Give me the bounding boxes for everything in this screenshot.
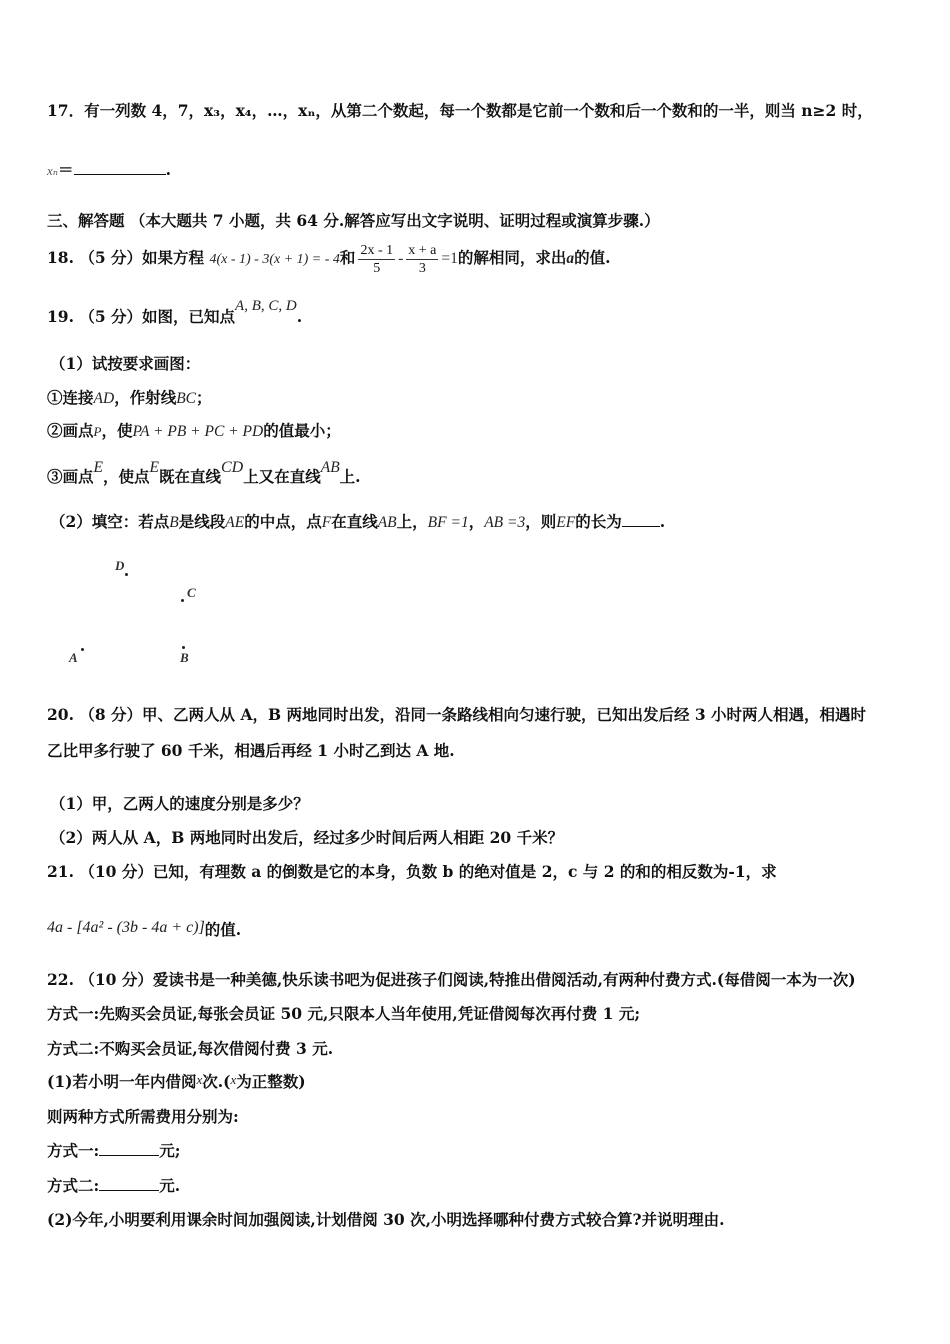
q19-step3-b: ，使点 xyxy=(102,467,150,486)
q21-expr-line xyxy=(47,920,241,941)
q21-end: 的值. xyxy=(204,920,242,939)
q22-line6 xyxy=(47,1141,180,1161)
q19-part2-a: （2）填空：若点 xyxy=(50,512,170,531)
q22-line4-a: (1)若小明一年内借阅 xyxy=(47,1072,197,1091)
q22-line8: (2)今年,小明要利用课余时间加强阅读,计划借阅 30 次,小明选择哪种付费方式较合算?并说明理由. xyxy=(47,1210,725,1229)
q18-frac1-den: 5 xyxy=(373,260,381,276)
q19-step2-p: P xyxy=(93,424,102,439)
q17-line1: 17．有一列数 4，7，x₃，x₄，…，xₙ，从第二个数起，每一个数都是它前一个数和后一个数和的一半，则当 n≥2 时， xyxy=(47,101,873,120)
q20-sub2: （2）两人从 A，B 两地同时出发后，经过多少时间后两人相距 20 千米？ xyxy=(50,828,564,847)
q22-line6-b: 元; xyxy=(159,1141,181,1160)
q19-part2-f2: ， xyxy=(468,512,485,531)
q18-frac1 xyxy=(358,242,395,277)
q22-line5: 则两种方式所需费用分别为: xyxy=(47,1107,239,1126)
q18-frac2-num: x + a xyxy=(408,242,437,258)
q22-line2: 方式一:先购买会员证,每张会员证 50 元,只限本人当年使用,凭证借阅每次再付费 1 元; xyxy=(47,1004,641,1023)
q18-rhs: =1 xyxy=(441,250,458,267)
q19-step2-b: ，使 xyxy=(101,421,133,440)
q19-step1-b: ，作射线 xyxy=(114,388,177,407)
q18-minus: - xyxy=(398,250,404,267)
q21-line1: 21. （10 分）已知，有理数 a 的倒数是它的本身，负数 b 的绝对值是 2，c 与 2 的和的相反数为-1，求 xyxy=(47,862,777,881)
q22-line6-a: 方式一: xyxy=(47,1141,100,1160)
q17-equals: ＝ xyxy=(58,160,74,179)
q19-step3-d: 上又在直线 xyxy=(243,467,321,486)
q19-figure xyxy=(60,550,220,670)
q19-points: A, B, C, D xyxy=(235,298,297,314)
q22-method1-blank[interactable] xyxy=(99,1141,159,1156)
q19-step1-c: ； xyxy=(196,388,212,407)
q22-line7 xyxy=(47,1176,180,1196)
q19-part2-b-var: B xyxy=(169,514,179,531)
q21-expr: 4a - [4a² - (3b - 4a + c)] xyxy=(47,919,205,936)
q19-step2 xyxy=(47,421,341,442)
q19-step2-expr: PA + PB + PC + PD xyxy=(132,423,264,440)
q22-method2-blank[interactable] xyxy=(99,1176,159,1191)
q17-answer-blank[interactable] xyxy=(74,160,166,175)
point-a-label: A xyxy=(69,650,78,665)
q17-answer-line xyxy=(47,160,171,181)
q19-step1-bc: BC xyxy=(176,390,197,407)
q20-line2: 乙比甲多行驶了 60 千米，相遇后再经 1 小时乙到达 A 地. xyxy=(47,741,455,760)
q22-line3: 方式二:不购买会员证,每次借阅付费 3 元. xyxy=(47,1039,334,1058)
q18-frac1-num: 2x - 1 xyxy=(360,242,394,258)
q19-step3 xyxy=(47,459,361,488)
q19-part2-g: ，则 xyxy=(525,512,557,531)
q19-part2-ef: EF xyxy=(556,514,576,531)
q19-part2-e: 上， xyxy=(396,512,428,531)
section3-title: 三、解答题 （本大题共 7 小题，共 64 分.解答应写出文字说明、证明过程或演算步骤.） xyxy=(47,211,660,230)
q19-part2-end: . xyxy=(659,512,666,531)
q18-frac2 xyxy=(406,242,438,277)
q22-line7-b: 元. xyxy=(159,1176,181,1195)
q22-line4-x2: x xyxy=(230,1072,237,1087)
q19-part2 xyxy=(50,512,665,533)
q19-step2-c: 的值最小； xyxy=(263,421,341,440)
q19-part2-ab3: AB =3 xyxy=(484,514,526,531)
q19-line xyxy=(47,298,303,328)
q19-step3-ab: AB xyxy=(320,459,340,476)
q18-prefix: 18. （5 分）如果方程 xyxy=(47,248,205,267)
q18-mid: 和 xyxy=(339,248,356,267)
q19-part2-h: 的长为 xyxy=(575,512,622,531)
q19-end: . xyxy=(296,307,303,326)
point-d xyxy=(125,573,128,576)
q18-suffix: 的解相同，求出 xyxy=(457,248,567,267)
q19-step3-e: 上. xyxy=(339,467,361,486)
q19-answer-blank[interactable] xyxy=(622,512,660,527)
q22-line4-x: x xyxy=(196,1072,203,1087)
q19-part2-b: 是线段 xyxy=(178,512,226,531)
q19-step3-e1: E xyxy=(93,459,103,476)
q19-step1-a: ①连接 xyxy=(47,388,94,407)
q22-line4-b: 次.( xyxy=(202,1072,231,1091)
q19-step3-e2: E xyxy=(149,459,159,476)
q20-sub1: （1）甲，乙两人的速度分别是多少？ xyxy=(50,794,309,813)
q19-prefix: 19. （5 分）如图，已知点 xyxy=(47,307,236,326)
q19-part2-d: 在直线 xyxy=(331,512,378,531)
q19-part2-f: F xyxy=(321,514,332,531)
q18-eq1: 4(x - 1) - 3(x + 1) = - 4 xyxy=(209,252,340,267)
point-b-label: B xyxy=(180,650,189,665)
q17-end: . xyxy=(165,160,171,179)
q19-step1 xyxy=(47,388,212,409)
q19-step3-cd: CD xyxy=(220,459,244,476)
q20-line1: 20. （8 分）甲、乙两人从 A，B 两地同时出发，沿同一条路线相向匀速行驶，已知出发后经 3 小时两人相遇，相遇时 xyxy=(47,705,867,724)
point-b xyxy=(182,646,185,649)
q19-step2-a: ②画点 xyxy=(47,421,94,440)
q19-part2-ae: AE xyxy=(225,514,245,531)
q19-step3-a: ③画点 xyxy=(47,467,94,486)
q19-part1-title: （1）试按要求画图： xyxy=(50,354,201,373)
q22-line4-c: 为正整数) xyxy=(236,1072,306,1091)
q18-var-a: a xyxy=(566,250,575,267)
q22-line4 xyxy=(47,1072,306,1093)
point-c-label: C xyxy=(187,585,196,600)
point-a xyxy=(81,648,84,651)
q18-frac2-den: 3 xyxy=(418,260,426,276)
q17-answer-var: xₙ xyxy=(47,163,59,178)
point-d-label: D xyxy=(115,558,125,573)
q19-part2-c: 的中点，点 xyxy=(244,512,322,531)
q19-step1-ad: AD xyxy=(93,390,115,407)
q19-part2-ab: AB xyxy=(377,514,397,531)
q19-part2-bf: BF =1 xyxy=(427,514,469,531)
q22-line7-a: 方式二: xyxy=(47,1176,100,1195)
q18-end: 的值. xyxy=(574,248,611,267)
q19-step3-c: 既在直线 xyxy=(158,467,221,486)
q18-line xyxy=(47,240,611,278)
q22-line1: 22. （10 分）爱读书是一种美德,快乐读书吧为促进孩子们阅读,特推出借阅活动,有两种付费方式.(每借阅一本为一次) xyxy=(47,970,856,989)
point-c xyxy=(181,599,184,602)
